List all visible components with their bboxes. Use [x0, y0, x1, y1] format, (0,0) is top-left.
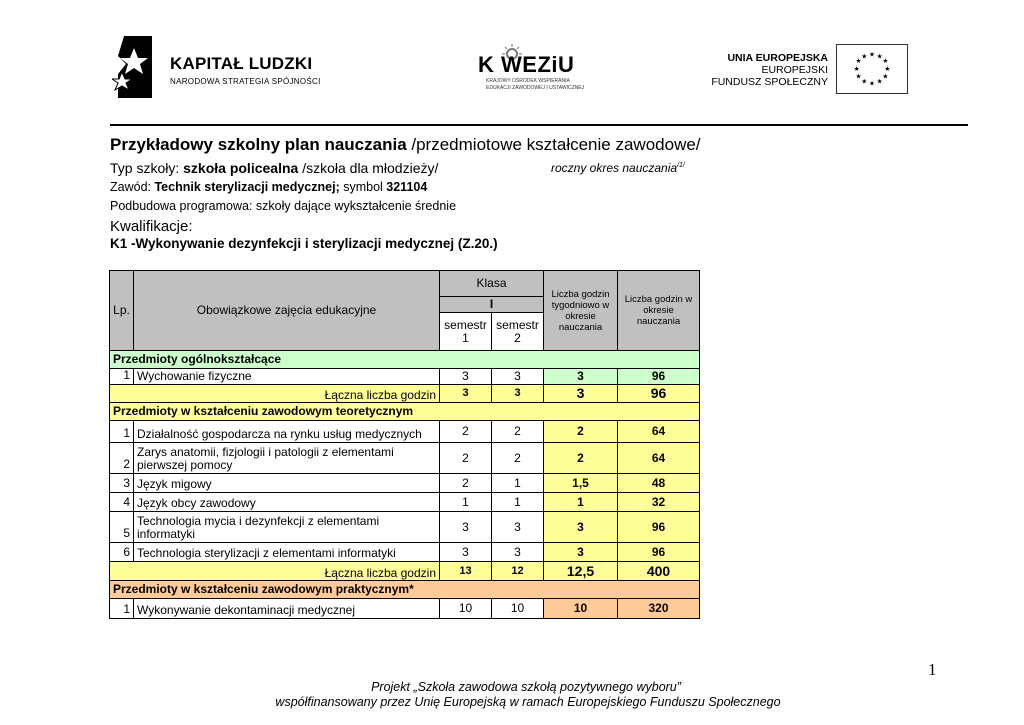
row-semester-2: 10 [492, 599, 544, 619]
koweziu-line2: EDUKACJI ZAWODOWEJ I USTAWICZNEJ [486, 85, 585, 91]
row-weekly-hours: 2 [544, 443, 618, 474]
header-semester-1: semestr 1 [440, 313, 492, 351]
total-row [110, 562, 700, 581]
total-hours: 400 [618, 562, 700, 581]
kapital-ludzki-logo [112, 34, 332, 100]
row-semester-1: 3 [440, 543, 492, 562]
qualification-k1: K1 -Wykonywanie dezynfekcji i sterylizacji medycznej (Z.20.) [110, 236, 498, 251]
kapital-ludzki-name: KAPITAŁ LUDZKI [170, 54, 313, 73]
footer-funding-line: współfinansowany przez Unię Europejską w ramach Europejskiego Funduszu Społecznego [275, 695, 781, 709]
header-total-hours: Liczba godzin w okresie nauczania [618, 271, 700, 351]
row-semester-2: 3 [492, 369, 544, 385]
row-lp: 4 [110, 493, 134, 512]
koweziu-wordmark: K WEZiU [478, 52, 575, 77]
row-total-hours: 48 [618, 474, 700, 493]
total-semester-1: 13 [440, 562, 492, 581]
total-label: Łączna liczba godzin [110, 385, 440, 403]
profession-symbol: 321104 [386, 180, 428, 194]
row-lp: 1 [110, 369, 134, 385]
row-total-hours: 32 [618, 493, 700, 512]
section-row [110, 581, 700, 599]
row-lp: 5 [110, 512, 134, 543]
eu-line3: FUNDUSZ SPOŁECZNY [711, 76, 828, 88]
footer-project-line: Projekt „Szkoła zawodowa szkołą pozytywnego wyboru” [371, 680, 681, 694]
profession-value: Technik sterylizacji medycznej; [154, 180, 340, 194]
table-row [110, 599, 700, 619]
row-subject: Wychowanie fizyczne [134, 369, 440, 385]
row-weekly-hours: 3 [544, 512, 618, 543]
svg-text:★: ★ [884, 64, 891, 73]
row-subject: Wykonywanie dekontaminacji medycznej [134, 599, 440, 619]
section-general: Przedmioty ogólnokształcące [110, 351, 700, 369]
row-lp: 1 [110, 599, 134, 619]
section-row [110, 403, 700, 421]
row-semester-2: 2 [492, 421, 544, 443]
table-row [110, 543, 700, 562]
header-klasa-number: I [440, 297, 544, 313]
qualifications-label: Kwalifikacje: [110, 218, 193, 235]
row-weekly-hours: 3 [544, 543, 618, 562]
table-row [110, 474, 700, 493]
teaching-period-text: roczny okres nauczania [551, 161, 678, 175]
row-semester-2: 1 [492, 493, 544, 512]
koweziu-line1: KRAJOWY OŚRODEK WSPIERANIA [486, 78, 570, 84]
header-klasa: Klasa [440, 271, 544, 297]
svg-text:★: ★ [868, 79, 876, 88]
eu-text [700, 52, 828, 88]
total-label: Łączna liczba godzin [110, 562, 440, 581]
curriculum-table [109, 270, 700, 619]
school-type-value: szkoła policealna [183, 160, 299, 176]
row-weekly-hours: 3 [544, 369, 618, 385]
row-lp: 3 [110, 474, 134, 493]
row-semester-1: 2 [440, 443, 492, 474]
page-number: 1 [928, 660, 937, 679]
page-title [110, 135, 701, 155]
header-divider [110, 124, 968, 126]
row-total-hours: 320 [618, 599, 700, 619]
svg-text:★: ★ [855, 57, 862, 66]
koweziu-logo [478, 40, 598, 100]
row-semester-1: 3 [440, 512, 492, 543]
school-type-label: Typ szkoły: [110, 160, 184, 176]
svg-text:★: ★ [876, 52, 883, 61]
row-total-hours: 96 [618, 543, 700, 562]
svg-text:★: ★ [853, 64, 860, 73]
profession-symbol-label: symbol [339, 180, 387, 194]
svg-text:★: ★ [876, 77, 883, 86]
eu-flag-icon [836, 44, 908, 94]
row-lp: 6 [110, 543, 134, 562]
row-semester-2: 3 [492, 512, 544, 543]
row-semester-2: 1 [492, 474, 544, 493]
school-type [110, 160, 438, 176]
table-row [110, 493, 700, 512]
total-weekly-hours: 12,5 [544, 562, 618, 581]
total-weekly-hours: 3 [544, 385, 618, 403]
header-weekly-hours: Liczba godzin tygodniowo w okresie nauczania [544, 271, 618, 351]
svg-text:★: ★ [855, 72, 862, 81]
section-theory: Przedmioty w kształceniu zawodowym teoretycznym [110, 403, 700, 421]
row-subject: Język obcy zawodowy [134, 493, 440, 512]
total-semester-2: 3 [492, 385, 544, 403]
table-row [110, 369, 700, 385]
row-semester-1: 2 [440, 474, 492, 493]
section-practice: Przedmioty w kształceniu zawodowym praktycznym* [110, 581, 700, 599]
row-semester-1: 1 [440, 493, 492, 512]
total-row [110, 385, 700, 403]
svg-text:★: ★ [861, 77, 868, 86]
table-row [110, 421, 700, 443]
row-semester-1: 10 [440, 599, 492, 619]
row-total-hours: 96 [618, 369, 700, 385]
header-lp: Lp. [110, 271, 134, 351]
row-subject: Język migowy [134, 474, 440, 493]
svg-text:★: ★ [861, 52, 868, 61]
row-total-hours: 96 [618, 512, 700, 543]
table-row [110, 443, 700, 474]
row-total-hours: 64 [618, 421, 700, 443]
row-weekly-hours: 1 [544, 493, 618, 512]
row-semester-1: 2 [440, 421, 492, 443]
row-semester-1: 3 [440, 369, 492, 385]
total-semester-1: 3 [440, 385, 492, 403]
kapital-ludzki-subtitle: NARODOWA STRATEGIA SPÓJNOŚCI [170, 77, 321, 86]
header-semester-2: semestr 2 [492, 313, 544, 351]
total-semester-2: 12 [492, 562, 544, 581]
row-semester-2: 3 [492, 543, 544, 562]
svg-text:★: ★ [882, 57, 889, 66]
svg-text:★: ★ [882, 72, 889, 81]
profession [110, 180, 427, 194]
row-weekly-hours: 10 [544, 599, 618, 619]
row-subject: Działalność gospodarcza na rynku usług medycznych [134, 421, 440, 443]
teaching-period [551, 161, 685, 175]
kapital-ludzki-emblem-icon [112, 34, 154, 100]
school-type-rest: /szkoła dla młodzieży/ [298, 160, 439, 176]
eu-line1: UNIA EUROPEJSKA [727, 52, 828, 64]
row-lp: 1 [110, 421, 134, 443]
total-hours: 96 [618, 385, 700, 403]
row-weekly-hours: 1,5 [544, 474, 618, 493]
eu-line2: EUROPEJSKI [761, 64, 828, 76]
row-lp: 2 [110, 443, 134, 474]
svg-text:★: ★ [868, 50, 876, 59]
program-basis: Podbudowa programowa: szkoły dające wykształcenie średnie [110, 199, 457, 213]
teaching-period-footnote: /1/ [677, 162, 685, 169]
header-subjects: Obowiązkowe zajęcia edukacyjne [134, 271, 440, 351]
row-weekly-hours: 2 [544, 421, 618, 443]
profession-label: Zawód: [110, 180, 155, 194]
title-bold: Przykładowy szkolny plan nauczania [110, 135, 407, 154]
row-total-hours: 64 [618, 443, 700, 474]
row-semester-2: 2 [492, 443, 544, 474]
table-row [110, 512, 700, 543]
title-rest: /przedmiotowe kształcenie zawodowe/ [406, 135, 701, 154]
row-subject: Technologia mycia i dezynfekcji z elementami informatyki [134, 512, 440, 543]
row-subject: Zarys anatomii, fizjologii i patologii z elementami pierwszej pomocy [134, 443, 440, 474]
row-subject: Technologia sterylizacji z elementami informatyki [134, 543, 440, 562]
